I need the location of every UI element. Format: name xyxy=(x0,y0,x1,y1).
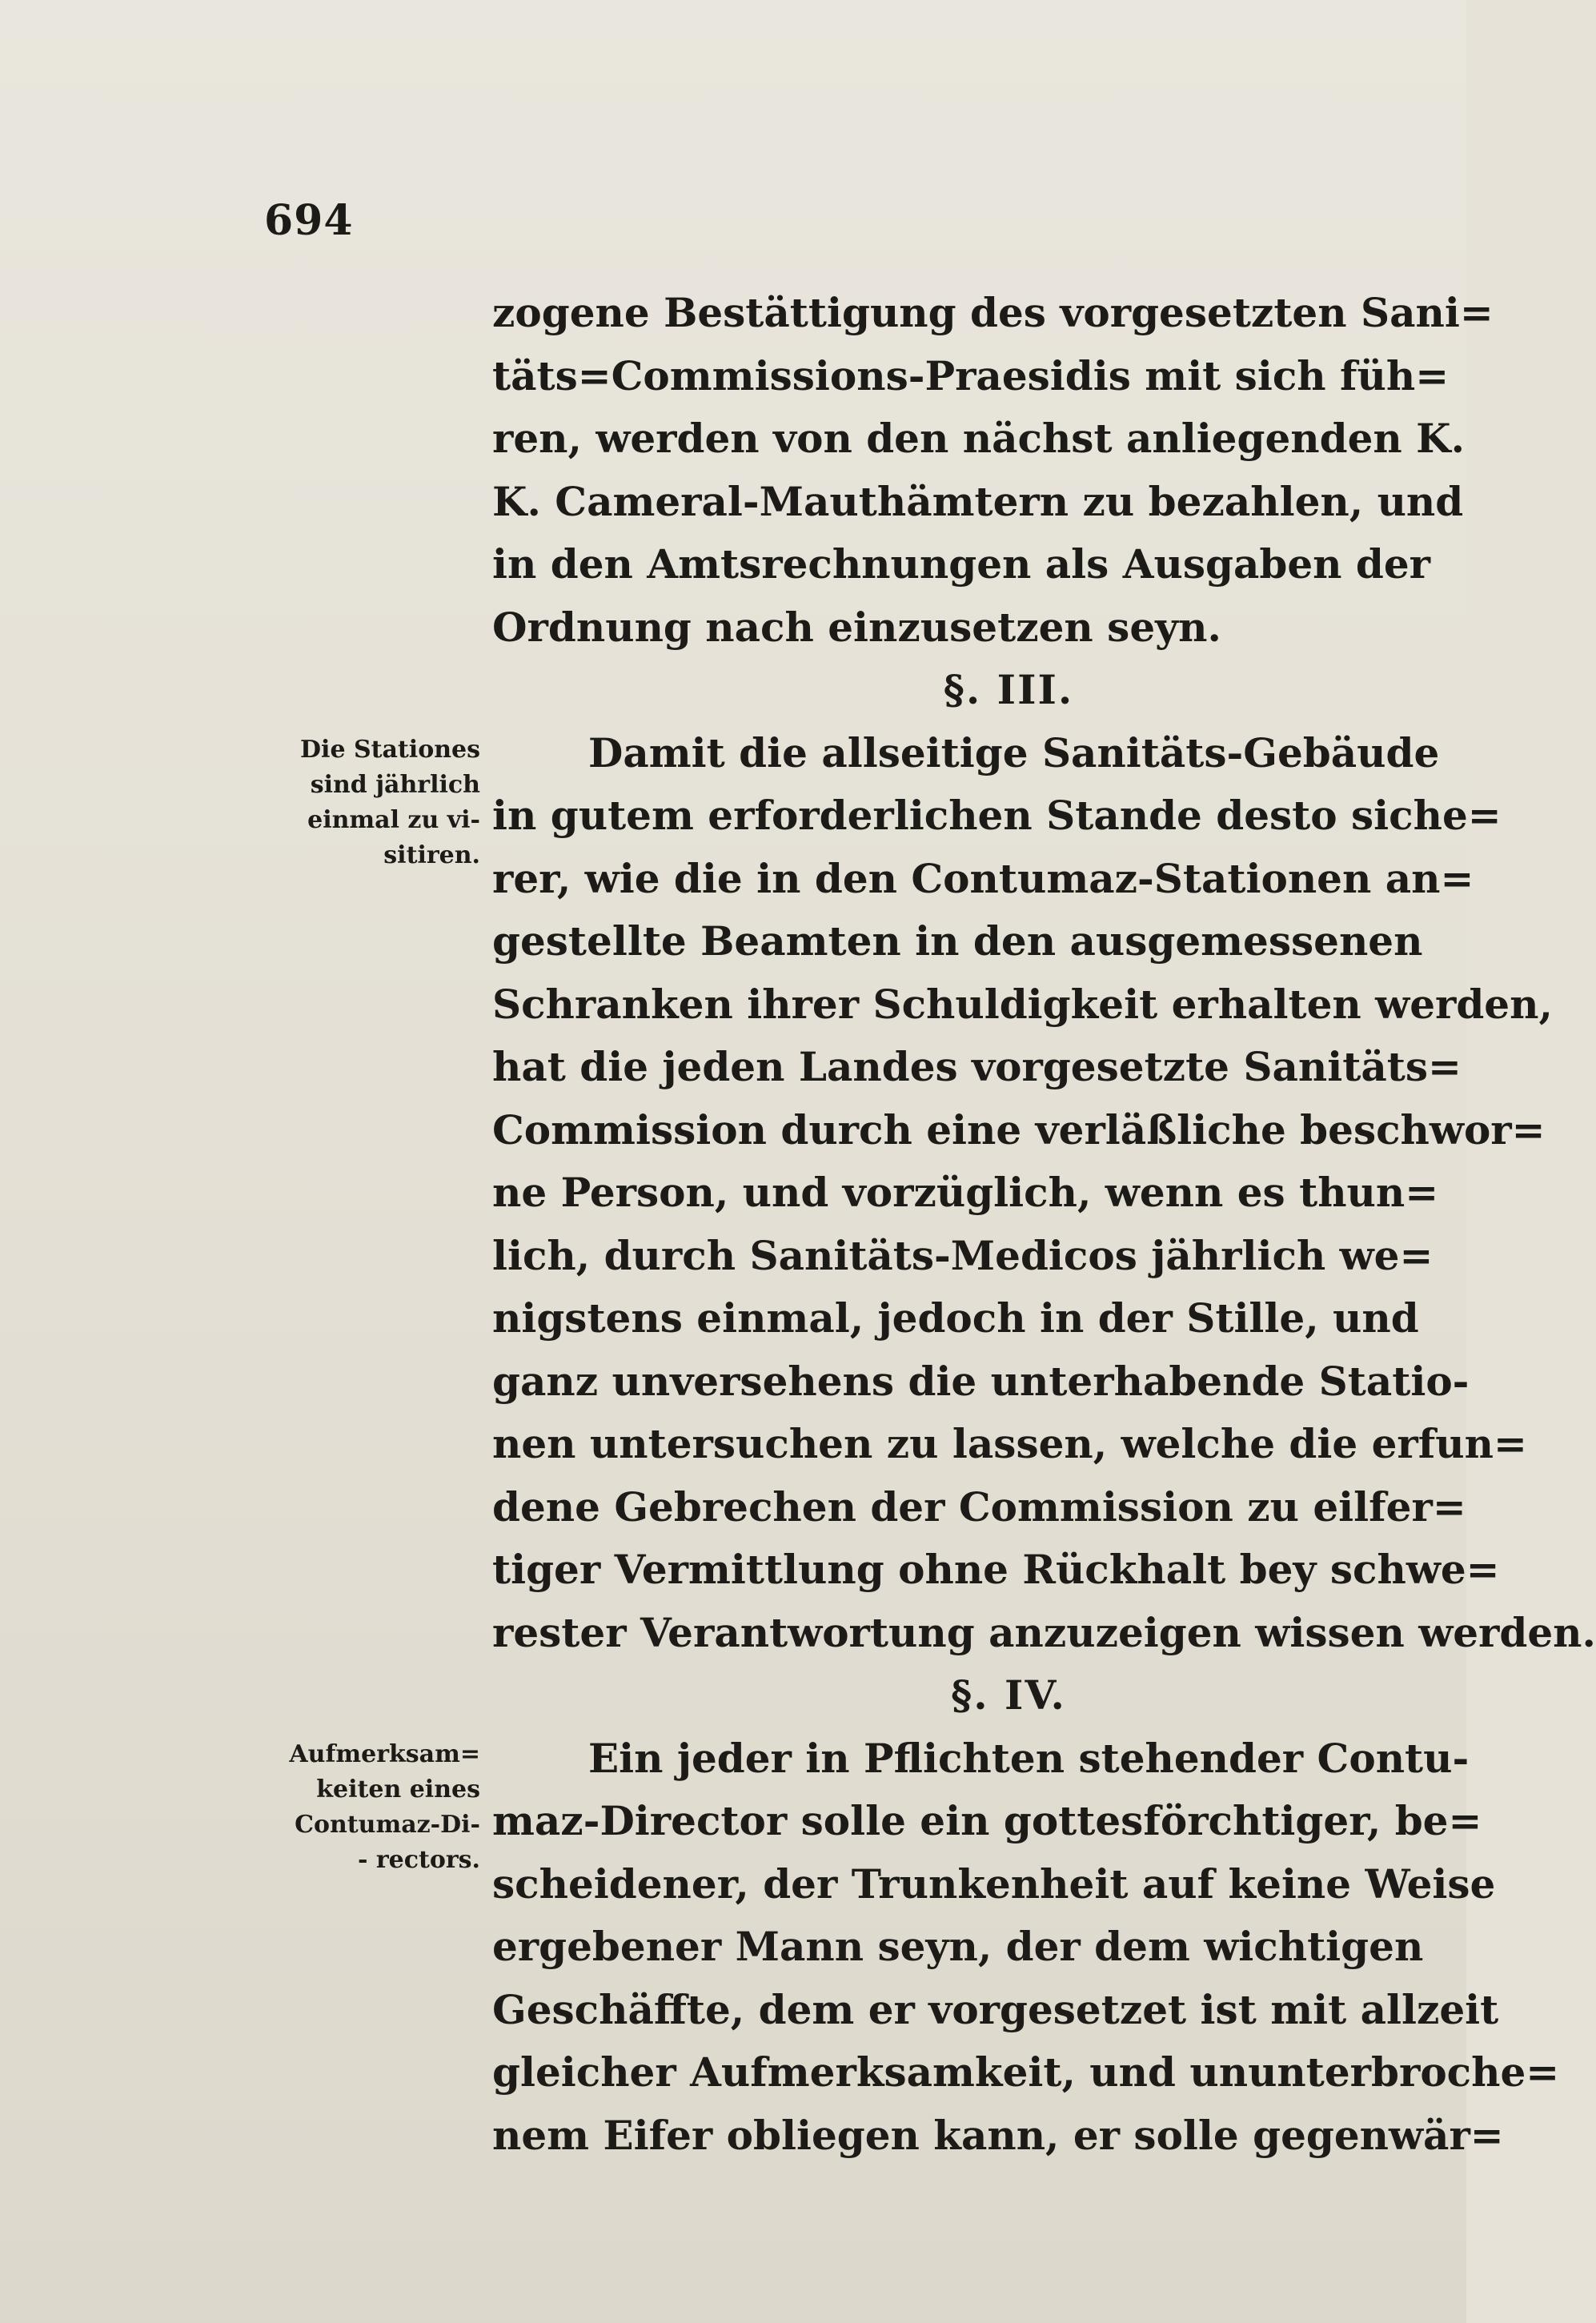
page-number: 694 xyxy=(264,196,354,245)
text-line: rester Verantwortung anzuzeigen wissen werden. xyxy=(492,1608,1596,1656)
text-line: Ein jeder in Pflichten stehender Contu- xyxy=(588,1734,1470,1782)
margin-note-line: einmal zu vi- xyxy=(307,806,480,834)
text-line: in den Amtsrechnungen als Ausgaben der xyxy=(492,540,1431,588)
text-line: Commission durch eine verläßliche beschwor= xyxy=(492,1105,1546,1153)
text-line: lich, durch Sanitäts-Medicos jährlich we= xyxy=(492,1231,1434,1279)
text-line: scheidener, der Trunkenheit auf keine Weise xyxy=(492,1860,1496,1908)
margin-note-line: - rectors. xyxy=(357,1846,480,1874)
text-line: in gutem erforderlichen Stande desto siche= xyxy=(492,792,1502,839)
margin-note-stationes xyxy=(272,732,480,873)
margin-note-line: sitiren. xyxy=(383,841,480,869)
section-heading: §. III. xyxy=(943,666,1074,713)
text-line: tiger Vermittlung ohne Rückhalt bey schwe= xyxy=(492,1546,1500,1593)
text-line: dene Gebrechen der Commission zu eilfer= xyxy=(492,1482,1466,1531)
margin-note-director xyxy=(272,1737,480,1878)
text-line: gleicher Aufmerksamkeit, und ununterbroche= xyxy=(492,2048,1560,2096)
text-line: Geschäffte, dem er vorgesetzet ist mit allzeit xyxy=(492,1985,1499,2033)
margin-note-line: Aufmerksam= xyxy=(289,1740,480,1768)
text-line: ganz unversehens die unterhabende Statio- xyxy=(492,1357,1470,1405)
text-line: K. Cameral-Mauthämtern zu bezahlen, und xyxy=(492,477,1464,525)
text-line: Damit die allseitige Sanitäts-Gebäude xyxy=(588,728,1440,776)
text-line: Ordnung nach einzusetzen seyn. xyxy=(492,603,1221,651)
margin-note-line: keiten eines xyxy=(316,1775,480,1803)
body-text xyxy=(492,282,1596,2167)
section-heading: §. IV. xyxy=(951,1671,1066,1719)
text-line: maz-Director solle ein gottesförchtiger, be= xyxy=(492,1797,1482,1844)
margin-note-line: Die Stationes xyxy=(300,736,480,764)
margin-note-line: sind jährlich xyxy=(310,771,480,799)
text-line: zogene Bestättigung des vorgesetzten Sani= xyxy=(492,289,1494,336)
text-line: nigstens einmal, jedoch in der Stille, und xyxy=(492,1294,1419,1342)
text-line: nen untersuchen zu lassen, welche die erfun= xyxy=(492,1420,1527,1467)
text-line: ne Person, und vorzüglich, wenn es thun= xyxy=(492,1169,1439,1216)
text-line: ren, werden von den nächst anliegenden K. xyxy=(492,415,1466,462)
text-line: gestellte Beamten in den ausgemessenen xyxy=(492,917,1423,965)
text-line: Schranken ihrer Schuldigkeit erhalten werden, xyxy=(492,980,1553,1028)
text-line: ergebener Mann seyn, der dem wichtigen xyxy=(492,1923,1424,1970)
margin-note-line: Contumaz-Di- xyxy=(295,1811,480,1839)
text-line: nem Eifer obliegen kann, er solle gegenwär= xyxy=(492,2111,1504,2159)
text-line: hat die jeden Landes vorgesetzte Sanitäts= xyxy=(492,1043,1462,1090)
text-line: rer, wie die in den Contumaz-Stationen an= xyxy=(492,854,1474,902)
text-line: täts=Commissions-Praesidis mit sich füh= xyxy=(492,351,1450,399)
